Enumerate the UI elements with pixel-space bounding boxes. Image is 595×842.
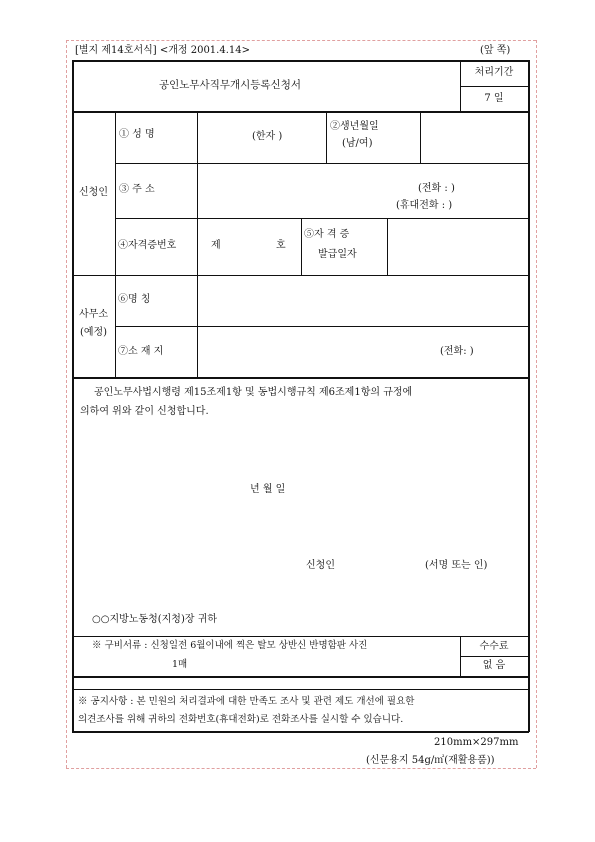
guide-line-top — [66, 40, 536, 41]
office-section-label: 사무소 — [79, 309, 108, 320]
signature-hint: (서명 또는 인) — [425, 560, 488, 571]
address-mobile-label: (휴대전화 : ) — [396, 200, 453, 211]
notice-line-1: ※ 공지사항 : 본 민원의 처리결과에 대한 만족도 조사 및 관련 제도 개선에 필요한 — [78, 696, 415, 707]
license-number-prefix: 제 — [211, 240, 221, 251]
recipient-line: ○○지방노동청(지청)장 귀하 — [92, 614, 218, 625]
office-location-field[interactable] — [199, 329, 429, 374]
office-phone-label: (전화: ) — [440, 346, 474, 357]
required-documents-line-1: ※ 구비서류 : 신청일전 6월이내에 찍은 탈모 상반신 반명함판 사진 — [92, 640, 368, 651]
statement-line-1: 공인노무사법시행령 제15조제1항 및 동법시행규칙 제6조제1항의 규정에 — [94, 387, 413, 398]
birth-date-label: ②생년월일 — [330, 121, 379, 132]
applicant-signature-label: 신청인 — [306, 560, 335, 571]
table-left-border — [72, 60, 74, 732]
license-number-label: ④자격증번호 — [118, 240, 177, 251]
table-bottom-border — [72, 731, 529, 733]
page-side-label: (앞 쪽) — [480, 45, 511, 56]
guide-line-right — [536, 40, 537, 768]
birth-date-field[interactable] — [422, 114, 526, 160]
form-title: 공인노무사직무개시등록신청서 — [158, 79, 301, 91]
paper-type-label: (신문용지 54g/㎡(재활용품)) — [366, 755, 495, 766]
name-label: ① 성 명 — [119, 129, 155, 140]
office-section-sublabel: (예정) — [79, 327, 108, 338]
fee-label: 수수료 — [479, 641, 509, 652]
paper-size-label: 210mm×297mm — [434, 737, 519, 748]
statement-line-2: 의하여 위와 같이 신청합니다. — [80, 406, 209, 417]
office-name-field[interactable] — [199, 278, 526, 323]
form-number: [별지 제14호서식] <개정 2001.4.14> — [75, 45, 250, 56]
office-location-label: ⑦소 재 지 — [118, 346, 164, 357]
address-label: ③ 주 소 — [119, 184, 155, 195]
license-number-suffix: 호 — [276, 240, 286, 251]
license-date-field[interactable] — [389, 221, 526, 272]
license-date-label: ⑤자 격 증 — [304, 229, 350, 240]
license-date-label-2: 발급일자 — [318, 249, 357, 260]
notice-line-2: 의견조사를 위해 귀하의 전화번호(휴대전화)로 전화조사를 실시할 수 있습니다. — [78, 714, 404, 725]
hanja-label: (한자 ) — [252, 131, 283, 142]
fee-value: 없 음 — [482, 660, 506, 671]
gender-label: (남/여) — [342, 138, 373, 149]
office-name-label: ⑥명 칭 — [118, 294, 151, 305]
processing-period-value: 7 일 — [484, 93, 504, 104]
guide-line-bottom — [66, 768, 536, 769]
table-right-border — [528, 60, 530, 732]
processing-period-label: 처리기간 — [474, 67, 514, 78]
name-field[interactable] — [199, 114, 324, 160]
address-field[interactable] — [199, 166, 526, 184]
applicant-section-label: 신청인 — [79, 187, 108, 198]
date-line: 년 월 일 — [250, 484, 286, 495]
guide-line-left — [66, 40, 67, 768]
address-phone-label: (전화 : ) — [418, 183, 455, 194]
required-documents-line-2: 1매 — [172, 659, 188, 670]
